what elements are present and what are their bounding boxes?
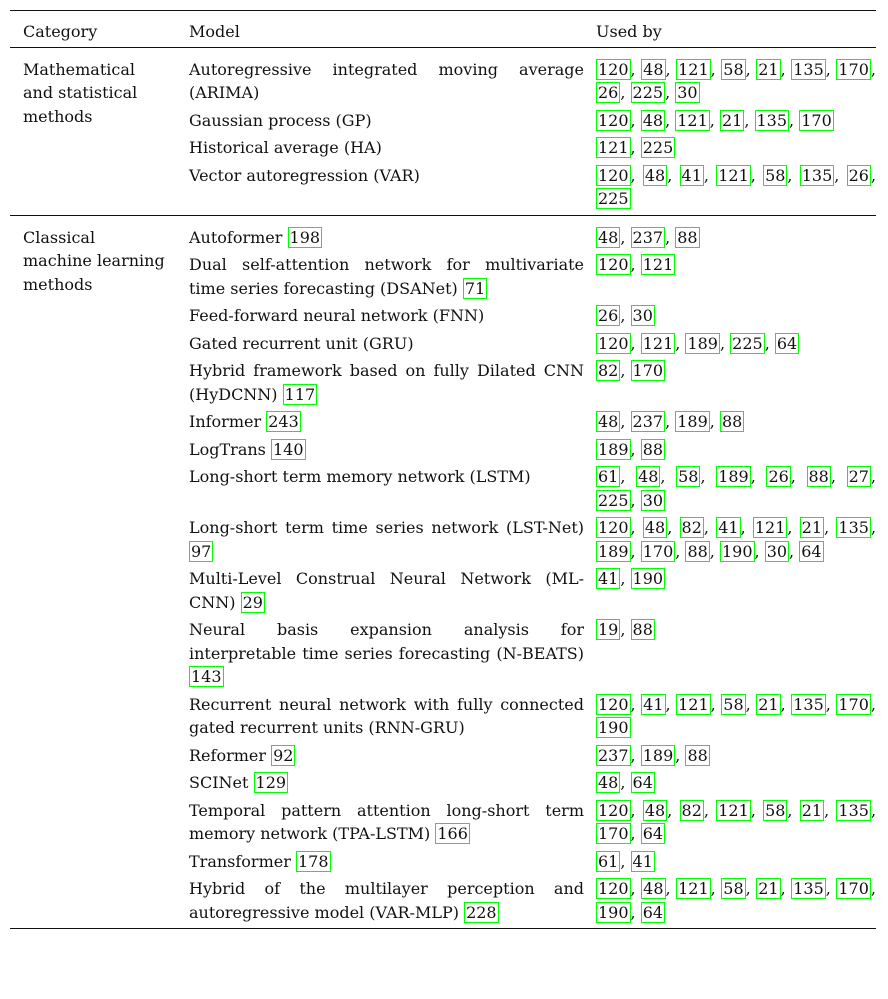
citation-link[interactable]: 88 [687,541,708,561]
citation-link[interactable]: 26 [848,165,869,185]
model-name: Autoregressive integrated moving average (ARIMA) [189,59,584,102]
citation-link[interactable]: 135 [838,800,869,820]
used-by-cell: 120 , 121 [598,255,674,274]
model-name: Feed-forward neural network (FNN) [189,306,485,325]
model-cell [175,436,596,464]
model-name: Recurrent neural network with fully connected gated recurrent units (RNN-GRU) [189,694,584,737]
citation-link[interactable]: 21 [721,110,743,130]
model-name: Neural basis expansion analysis for interpretable time series forecasting (N-BEATS) [189,620,584,663]
category-cell: Mathematical and statistical methods [23,59,138,126]
citation-link[interactable]: 189 [598,439,629,459]
citation-link[interactable]: 29 [242,592,263,612]
citation-link[interactable]: 225 [632,83,664,102]
table-container [10,10,876,929]
citation-link[interactable]: 121 [718,800,749,820]
citation-link[interactable]: 48 [644,165,666,185]
citation-link[interactable]: 189 [598,541,629,561]
used-by-cell: 48 , 237 , 189 , 88 [598,412,743,431]
model-cell [175,48,596,107]
used-by-cell: 61 , 41 [598,851,653,871]
citation-link[interactable]: 88 [808,467,829,486]
used-by-cell: 189 , 88 [598,439,664,459]
citation-link[interactable]: 97 [191,541,212,561]
model-cell [175,875,596,929]
model-cell [175,565,596,616]
citation-link[interactable]: 88 [677,227,698,247]
citation-link[interactable]: 30 [632,306,653,325]
citation-link[interactable]: 121 [678,694,709,714]
model-name: SCINet [189,773,249,792]
citation-link[interactable]: 61 [598,851,619,871]
header-used-by: Used by [596,22,662,41]
citation-link[interactable]: 88 [632,620,653,639]
citation-link[interactable]: 26 [598,83,619,102]
table-row [10,216,876,252]
citation-link[interactable]: 237 [632,227,664,247]
used-by-cell: 48 , 237 , 88 [598,227,698,247]
model-name: Hybrid of the multilayer perception and autoregressive model (VAR-MLP) [189,879,584,922]
table-row [10,48,876,107]
citation-link[interactable]: 30 [766,541,788,561]
citation-link[interactable]: 120 [598,255,629,274]
citation-link[interactable]: 237 [598,745,629,765]
citation-link[interactable]: 21 [758,879,779,898]
model-name: Informer [189,412,262,431]
model-name: Autoformer [189,227,283,247]
citation-link[interactable]: 82 [681,800,702,820]
citation-link[interactable]: 121 [678,879,709,898]
citation-link[interactable]: 225 [642,138,674,157]
used-by-cell: 82 , 170 [598,361,664,380]
used-by-cell: 41 , 190 [598,569,664,588]
table-body [10,47,876,929]
citation-link[interactable]: 58 [723,694,744,714]
model-name: Historical average (HA) [189,138,382,157]
used-by-cell: 120 , 41 , 121 , 58 , 21 , 135 , 170 , 190 [598,694,877,737]
model-cell [175,848,596,876]
citation-link[interactable]: 48 [642,110,664,130]
citation-link[interactable]: 121 [754,518,786,537]
citation-link[interactable]: 82 [681,518,702,537]
citation-link[interactable]: 170 [838,694,869,714]
citation-link[interactable]: 135 [793,694,824,714]
citation-link[interactable]: 178 [297,851,329,871]
citation-link[interactable]: 143 [191,667,222,686]
used-by-cell: 120 , 48 , 121 , 58 , 21 , 135 , 170 , 26 , 225 , 30 [598,59,877,102]
citation-link[interactable]: 170 [642,541,674,561]
citation-link[interactable]: 64 [632,773,653,792]
citation-link[interactable]: 189 [642,745,674,765]
citation-link[interactable]: 225 [598,490,629,510]
citation-link[interactable]: 135 [838,518,869,537]
model-cell [175,616,596,691]
citation-link[interactable]: 135 [793,879,824,898]
citation-link[interactable]: 19 [598,620,619,639]
citation-link[interactable]: 170 [838,59,869,79]
citation-link[interactable]: 121 [678,59,709,79]
used-by-cell: 120 , 121 , 189 , 225 , 64 [598,333,798,353]
model-name: Reformer [189,745,267,765]
citation-link[interactable]: 120 [598,800,629,820]
citation-link[interactable]: 48 [598,227,619,247]
citation-link[interactable]: 48 [644,518,666,537]
citation-link[interactable]: 190 [598,718,629,737]
model-name: Vector autoregression (VAR) [189,165,420,185]
model-name: Transformer [189,851,291,871]
header-model: Model [189,22,240,41]
citation-link[interactable]: 58 [723,59,744,79]
used-by-cell: 120 , 48 , 121 , 21 , 135 , 170 [598,110,832,130]
citation-link[interactable]: 237 [632,412,664,431]
methods-table [10,11,876,929]
model-cell [175,251,596,302]
used-by-cell: 120 , 48 , 82 , 41 , 121 , 21 , 135 , 189 , 170 , 88 , 190 , 30 , 64 [598,518,877,561]
citation-link[interactable]: 48 [643,879,664,898]
citation-link[interactable]: 135 [801,165,833,185]
model-cell [175,302,596,330]
citation-link[interactable]: 48 [638,467,659,486]
citation-link[interactable]: 21 [758,694,779,714]
citation-link[interactable]: 41 [643,694,664,714]
citation-link[interactable]: 30 [642,490,664,510]
citation-link[interactable]: 170 [598,824,629,843]
citation-link[interactable]: 140 [272,439,304,459]
header-category: Category [23,22,98,41]
citation-link[interactable]: 82 [598,361,619,380]
citation-link[interactable]: 88 [642,439,664,459]
citation-link[interactable]: 41 [598,569,619,588]
category-cell: Classical machine learning methods [23,227,165,294]
model-name: Gated recurrent unit (GRU) [189,333,414,353]
citation-link[interactable]: 27 [848,467,869,486]
citation-link[interactable]: 120 [598,165,629,185]
citation-link[interactable]: 120 [598,333,629,353]
model-cell [175,357,596,408]
citation-link[interactable]: 41 [718,518,739,537]
citation-link[interactable]: 48 [643,59,664,79]
citation-link[interactable]: 21 [801,518,823,537]
citation-link[interactable]: 121 [677,110,708,130]
bottom-rule [10,929,876,930]
citation-link[interactable]: 30 [677,83,698,102]
citation-link[interactable]: 228 [466,902,497,922]
model-cell [175,107,596,135]
citation-link[interactable]: 225 [732,333,763,353]
citation-link[interactable]: 41 [632,851,653,871]
model-name: Hybrid framework based on fully Dilated CNN (HyDCNN) [189,361,584,404]
citation-link[interactable]: 189 [687,333,718,353]
model-cell [175,463,596,514]
model-name: LogTrans [189,439,266,459]
citation-link[interactable]: 71 [464,278,486,298]
citation-link[interactable]: 190 [721,541,753,561]
citation-link[interactable]: 92 [273,745,294,765]
citation-link[interactable]: 120 [598,59,629,79]
used-by-cell: 120 , 48 , 82 , 121 , 58 , 21 , 135 , 170 , 64 [598,800,877,843]
citation-link[interactable]: 48 [598,412,619,431]
citation-link[interactable]: 21 [801,800,823,820]
model-cell [175,742,596,770]
used-by-cell: 19 , 88 [598,620,653,639]
citation-link[interactable]: 64 [642,824,664,843]
citation-link[interactable]: 58 [723,879,744,898]
used-by-cell: 61 , 48 , 58 , 189 , 26 , 88 , 27 , 225 , 30 [598,467,877,510]
model-name: Long-short term memory network (LSTM) [189,467,531,486]
used-by-cell: 26 , 30 [598,306,653,325]
citation-link[interactable]: 120 [598,879,629,898]
citation-link[interactable]: 64 [776,333,798,353]
citation-link[interactable]: 189 [677,412,708,431]
model-cell [175,216,596,252]
citation-link[interactable]: 64 [642,902,664,922]
citation-link[interactable]: 129 [255,773,287,792]
citation-link[interactable]: 58 [765,800,786,820]
citation-link[interactable]: 135 [793,59,824,79]
model-cell [175,769,596,797]
model-cell [175,691,596,742]
citation-link[interactable]: 26 [598,306,619,325]
citation-link[interactable]: 117 [284,384,316,404]
model-name: Multi-Level Construal Neural Network (ML-CNN) [189,569,584,612]
used-by-cell: 48 , 64 [598,773,653,792]
citation-link[interactable]: 121 [642,255,674,274]
citation-link[interactable]: 170 [838,879,869,898]
citation-link[interactable]: 48 [598,773,619,792]
used-by-cell: 237 , 189 , 88 [598,745,708,765]
citation-link[interactable]: 190 [632,569,664,588]
citation-link[interactable]: 243 [268,412,299,431]
citation-link[interactable]: 170 [632,361,664,380]
citation-link[interactable]: 21 [758,59,779,79]
citation-link[interactable]: 190 [598,902,629,922]
citation-link[interactable]: 120 [598,110,629,130]
citation-link[interactable]: 170 [801,110,832,130]
citation-link[interactable]: 58 [678,467,699,486]
citation-link[interactable]: 26 [768,467,789,486]
citation-link[interactable]: 120 [598,518,629,537]
citation-link[interactable]: 120 [598,694,629,714]
citation-link[interactable]: 58 [765,165,786,185]
citation-link[interactable]: 198 [289,227,321,247]
citation-link[interactable]: 88 [687,745,708,765]
model-cell [175,330,596,358]
citation-link[interactable]: 225 [598,189,629,208]
citation-link[interactable]: 135 [756,110,788,130]
model-cell [175,408,596,436]
model-name: Temporal pattern attention long-short term memory network (TPA-LSTM) [189,800,584,843]
used-by-cell: 121 , 225 [598,138,674,157]
header-row [10,11,876,47]
model-name: Gaussian process (GP) [189,110,372,130]
model-cell [175,514,596,565]
model-cell [175,134,596,162]
citation-link[interactable]: 41 [681,165,702,185]
citation-link[interactable]: 121 [642,333,674,353]
bottom-rule-row [10,929,876,930]
citation-link[interactable]: 61 [598,467,619,486]
citation-link[interactable]: 121 [598,138,629,157]
model-name: Long-short term time series network (LST-Net) [189,518,584,537]
used-by-cell: 120 , 48 , 121 , 58 , 21 , 135 , 170 , 190 , 64 [598,879,877,922]
citation-link[interactable]: 88 [721,412,743,431]
citation-link[interactable]: 64 [801,541,822,561]
citation-link[interactable]: 121 [718,165,749,185]
used-by-cell: 120 , 48 , 41 , 121 , 58 , 135 , 26 , 225 [598,165,877,208]
citation-link[interactable]: 189 [718,467,749,486]
citation-link[interactable]: 48 [644,800,666,820]
citation-link[interactable]: 166 [437,824,468,843]
model-name: Dual self-attention network for multivariate time series forecasting (DSANet) [189,255,584,298]
model-cell [175,162,596,216]
model-cell [175,797,596,848]
